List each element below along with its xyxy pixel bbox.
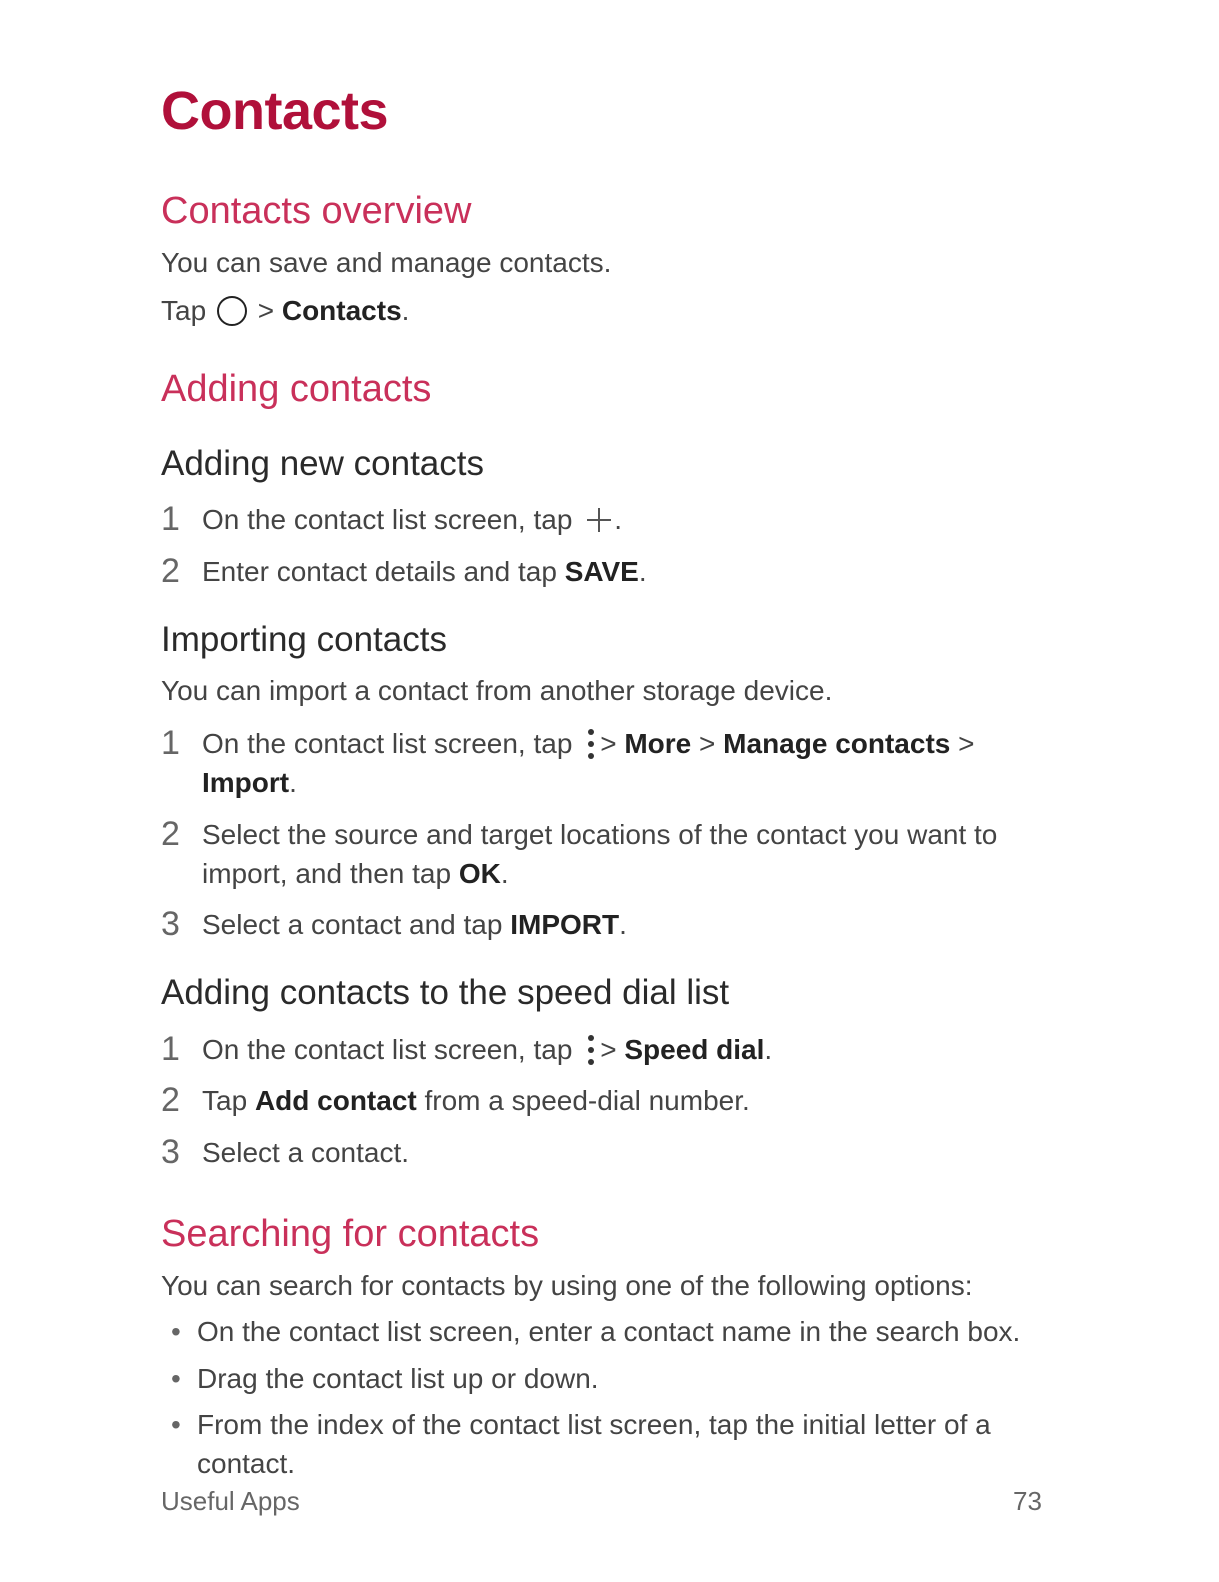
footer-section: Useful Apps	[161, 1486, 300, 1516]
period: .	[614, 504, 622, 535]
bullet-dot: •	[171, 1409, 181, 1440]
bullet-text: On the contact list screen, enter a contact name in the search box.	[197, 1316, 1021, 1347]
step-text: Select a contact.	[202, 1137, 410, 1168]
separator: >	[600, 1034, 617, 1065]
overview-tap-instruction	[161, 291, 409, 330]
period: .	[764, 1034, 773, 1065]
bullet-dot: •	[171, 1363, 181, 1394]
section-heading-overview: Contacts overview	[161, 190, 472, 232]
step-number: 2	[161, 1081, 180, 1119]
step-text-part: On the contact list screen, tap	[202, 504, 573, 535]
more-label: More	[624, 728, 692, 759]
step-text-part: On the contact list screen, tap	[202, 1034, 573, 1065]
tap-word: Tap	[161, 295, 207, 326]
step-text-part: Tap	[202, 1085, 248, 1116]
search-intro: You can search for contacts by using one of the following options:	[161, 1270, 973, 1301]
step-text	[202, 905, 1052, 944]
page-title: Contacts	[161, 81, 389, 141]
step-text	[202, 724, 1052, 802]
bullet-text: From the index of the contact list screen, tap the initial letter of a contact.	[197, 1409, 991, 1479]
section-heading-adding: Adding contacts	[161, 368, 432, 410]
period: .	[500, 858, 509, 889]
period: .	[638, 556, 647, 587]
period: .	[289, 767, 297, 798]
subheading-importing: Importing contacts	[161, 620, 447, 659]
import-label: Import	[202, 767, 290, 798]
step-text	[202, 1030, 1052, 1069]
contacts-app-label: Contacts	[281, 295, 402, 326]
step-text	[202, 1081, 1052, 1120]
speed-dial-label: Speed dial	[624, 1034, 765, 1065]
bullet-text: Drag the contact list up or down.	[197, 1363, 599, 1394]
step-number: 1	[161, 1030, 180, 1068]
step-number: 2	[161, 552, 180, 590]
subheading-new-contacts: Adding new contacts	[161, 444, 484, 483]
page-number: 73	[1013, 1486, 1042, 1516]
step-text	[202, 552, 1052, 591]
step-text-part: from a speed-dial number.	[424, 1085, 750, 1116]
separator: >	[600, 728, 617, 759]
step-number: 3	[161, 905, 180, 943]
import-intro: You can import a contact from another storage device.	[161, 675, 833, 706]
home-circle-icon	[217, 296, 247, 326]
ok-label: OK	[458, 858, 501, 889]
step-text-part: Select the source and target locations of the contact you want to import, and then tap	[202, 819, 998, 889]
period: .	[619, 909, 627, 940]
period: .	[401, 295, 410, 326]
step-number: 2	[161, 815, 180, 853]
separator: >	[958, 728, 975, 759]
subheading-speed-dial: Adding contacts to the speed dial list	[161, 973, 730, 1012]
more-options-icon	[586, 727, 596, 761]
step-text	[202, 500, 1052, 539]
add-contact-label: Add contact	[254, 1085, 417, 1116]
separator: >	[699, 728, 716, 759]
step-number: 1	[161, 500, 180, 538]
separator: >	[257, 295, 275, 326]
step-text-part: On the contact list screen, tap	[202, 728, 573, 759]
step-number: 1	[161, 724, 180, 762]
bullet-dot: •	[171, 1316, 181, 1347]
step-text-part: Enter contact details and tap	[202, 556, 557, 587]
overview-text: You can save and manage contacts.	[161, 247, 612, 278]
more-options-icon	[586, 1033, 596, 1067]
section-heading-searching: Searching for contacts	[161, 1213, 540, 1255]
save-label: SAVE	[564, 556, 639, 587]
step-text	[202, 815, 1052, 893]
plus-icon	[584, 505, 614, 535]
step-number: 3	[161, 1133, 180, 1171]
step-text-part: Select a contact and tap	[202, 909, 503, 940]
import-button-label: IMPORT	[510, 909, 620, 940]
manage-contacts-label: Manage contacts	[723, 728, 951, 759]
